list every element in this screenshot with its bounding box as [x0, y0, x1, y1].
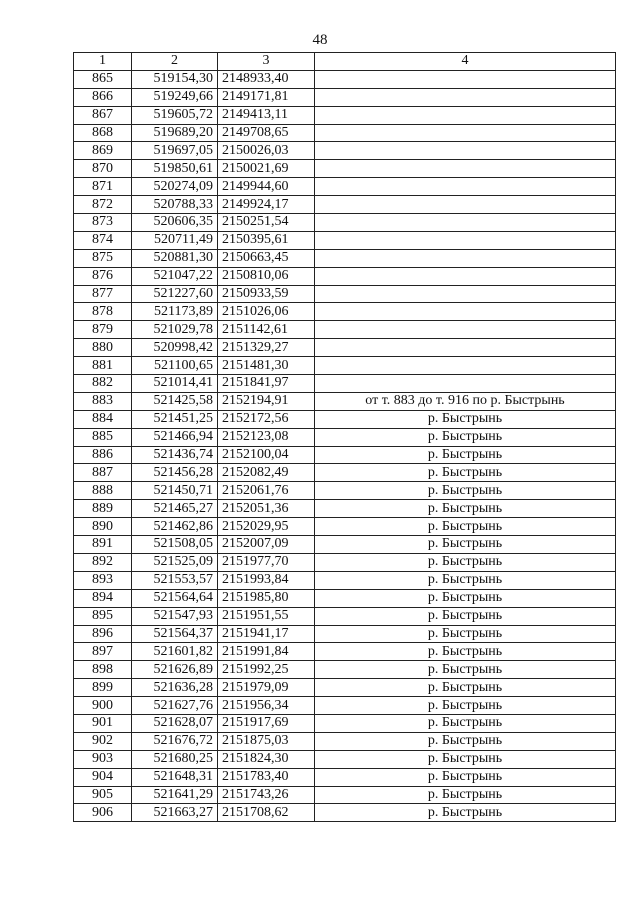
- description-cell: [315, 70, 616, 88]
- description-cell: [315, 88, 616, 106]
- point-number-cell: 887: [74, 464, 132, 482]
- description-cell: р. Быстрынь: [315, 750, 616, 768]
- table-row: [74, 196, 616, 214]
- table-row: [74, 339, 616, 357]
- y-coordinate-cell: 2151992,25: [218, 661, 315, 679]
- point-number-cell: 872: [74, 196, 132, 214]
- description-cell: р. Быстрынь: [315, 732, 616, 750]
- x-coordinate-cell: 521628,07: [132, 714, 218, 732]
- description-cell: [315, 124, 616, 142]
- x-coordinate-cell: 519605,72: [132, 106, 218, 124]
- description-cell: р. Быстрынь: [315, 464, 616, 482]
- y-coordinate-cell: 2148933,40: [218, 70, 315, 88]
- y-coordinate-cell: 2152061,76: [218, 482, 315, 500]
- description-cell: [315, 321, 616, 339]
- table-row: [74, 536, 616, 554]
- table-header-row: [74, 53, 616, 71]
- x-coordinate-cell: 521636,28: [132, 679, 218, 697]
- y-coordinate-cell: 2149924,17: [218, 196, 315, 214]
- x-coordinate-cell: 521680,25: [132, 750, 218, 768]
- point-number-cell: 882: [74, 375, 132, 393]
- table-row: [74, 732, 616, 750]
- y-coordinate-cell: 2151708,62: [218, 804, 315, 822]
- description-cell: [315, 375, 616, 393]
- point-number-cell: 875: [74, 249, 132, 267]
- table-row: [74, 70, 616, 88]
- x-coordinate-cell: 521014,41: [132, 375, 218, 393]
- point-number-cell: 878: [74, 303, 132, 321]
- point-number-cell: 888: [74, 482, 132, 500]
- table-row: [74, 124, 616, 142]
- table-row: [74, 410, 616, 428]
- description-cell: от т. 883 до т. 916 по р. Быстрынь: [315, 392, 616, 410]
- table-row: [74, 88, 616, 106]
- x-coordinate-cell: 521456,28: [132, 464, 218, 482]
- x-coordinate-cell: 521173,89: [132, 303, 218, 321]
- y-coordinate-cell: 2152194,91: [218, 392, 315, 410]
- description-cell: [315, 196, 616, 214]
- point-number-cell: 879: [74, 321, 132, 339]
- y-coordinate-cell: 2152100,04: [218, 446, 315, 464]
- x-coordinate-cell: 521100,65: [132, 357, 218, 375]
- description-cell: [315, 267, 616, 285]
- y-coordinate-cell: 2150395,61: [218, 231, 315, 249]
- y-coordinate-cell: 2152051,36: [218, 500, 315, 518]
- y-coordinate-cell: 2151824,30: [218, 750, 315, 768]
- x-coordinate-cell: 520881,30: [132, 249, 218, 267]
- description-cell: [315, 249, 616, 267]
- point-number-cell: 889: [74, 500, 132, 518]
- y-coordinate-cell: 2150663,45: [218, 249, 315, 267]
- point-number-cell: 896: [74, 625, 132, 643]
- table-row: [74, 428, 616, 446]
- table-row: [74, 625, 616, 643]
- table-row: [74, 214, 616, 232]
- y-coordinate-cell: 2150810,06: [218, 267, 315, 285]
- point-number-cell: 898: [74, 661, 132, 679]
- y-coordinate-cell: 2150933,59: [218, 285, 315, 303]
- x-coordinate-cell: 521465,27: [132, 500, 218, 518]
- point-number-cell: 869: [74, 142, 132, 160]
- point-number-cell: 904: [74, 768, 132, 786]
- point-number-cell: 865: [74, 70, 132, 88]
- x-coordinate-cell: 521508,05: [132, 536, 218, 554]
- x-coordinate-cell: 521450,71: [132, 482, 218, 500]
- table-row: [74, 482, 616, 500]
- x-coordinate-cell: 521627,76: [132, 697, 218, 715]
- point-number-cell: 890: [74, 518, 132, 536]
- table-row: [74, 357, 616, 375]
- point-number-cell: 883: [74, 392, 132, 410]
- point-number-cell: 895: [74, 607, 132, 625]
- x-coordinate-cell: 521227,60: [132, 285, 218, 303]
- point-number-cell: 891: [74, 536, 132, 554]
- table-row: [74, 231, 616, 249]
- table-row: [74, 714, 616, 732]
- x-coordinate-cell: 519697,05: [132, 142, 218, 160]
- point-number-cell: 867: [74, 106, 132, 124]
- table-row: [74, 500, 616, 518]
- description-cell: р. Быстрынь: [315, 661, 616, 679]
- point-number-cell: 870: [74, 160, 132, 178]
- point-number-cell: 871: [74, 178, 132, 196]
- x-coordinate-cell: 521029,78: [132, 321, 218, 339]
- y-coordinate-cell: 2151841,97: [218, 375, 315, 393]
- table-row: [74, 267, 616, 285]
- x-coordinate-cell: 520711,49: [132, 231, 218, 249]
- description-cell: р. Быстрынь: [315, 446, 616, 464]
- table-row: [74, 375, 616, 393]
- table-row: [74, 750, 616, 768]
- point-number-cell: 876: [74, 267, 132, 285]
- y-coordinate-cell: 2150251,54: [218, 214, 315, 232]
- y-coordinate-cell: 2152029,95: [218, 518, 315, 536]
- x-coordinate-cell: 521601,82: [132, 643, 218, 661]
- description-cell: [315, 142, 616, 160]
- table-row: [74, 589, 616, 607]
- description-cell: [315, 339, 616, 357]
- point-number-cell: 873: [74, 214, 132, 232]
- point-number-cell: 868: [74, 124, 132, 142]
- table-row: [74, 446, 616, 464]
- header-cell-4: 4: [315, 53, 616, 71]
- header-cell-2: 2: [132, 53, 218, 71]
- x-coordinate-cell: 521553,57: [132, 571, 218, 589]
- y-coordinate-cell: 2151783,40: [218, 768, 315, 786]
- y-coordinate-cell: 2151977,70: [218, 553, 315, 571]
- point-number-cell: 893: [74, 571, 132, 589]
- y-coordinate-cell: 2151142,61: [218, 321, 315, 339]
- description-cell: р. Быстрынь: [315, 482, 616, 500]
- x-coordinate-cell: 521626,89: [132, 661, 218, 679]
- x-coordinate-cell: 521436,74: [132, 446, 218, 464]
- x-coordinate-cell: 521047,22: [132, 267, 218, 285]
- y-coordinate-cell: 2149708,65: [218, 124, 315, 142]
- y-coordinate-cell: 2151026,06: [218, 303, 315, 321]
- y-coordinate-cell: 2150021,69: [218, 160, 315, 178]
- description-cell: р. Быстрынь: [315, 536, 616, 554]
- y-coordinate-cell: 2151329,27: [218, 339, 315, 357]
- y-coordinate-cell: 2151743,26: [218, 786, 315, 804]
- table-row: [74, 518, 616, 536]
- x-coordinate-cell: 519154,30: [132, 70, 218, 88]
- x-coordinate-cell: 521547,93: [132, 607, 218, 625]
- x-coordinate-cell: 521462,86: [132, 518, 218, 536]
- y-coordinate-cell: 2151991,84: [218, 643, 315, 661]
- y-coordinate-cell: 2151956,34: [218, 697, 315, 715]
- point-number-cell: 903: [74, 750, 132, 768]
- table-body: [74, 53, 616, 822]
- table-row: [74, 160, 616, 178]
- y-coordinate-cell: 2149413,11: [218, 106, 315, 124]
- point-number-cell: 892: [74, 553, 132, 571]
- point-number-cell: 901: [74, 714, 132, 732]
- description-cell: [315, 106, 616, 124]
- description-cell: [315, 214, 616, 232]
- table-row: [74, 249, 616, 267]
- description-cell: [315, 303, 616, 321]
- x-coordinate-cell: 521648,31: [132, 768, 218, 786]
- table-row: [74, 571, 616, 589]
- y-coordinate-cell: 2151951,55: [218, 607, 315, 625]
- point-number-cell: 899: [74, 679, 132, 697]
- description-cell: р. Быстрынь: [315, 714, 616, 732]
- y-coordinate-cell: 2150026,03: [218, 142, 315, 160]
- description-cell: р. Быстрынь: [315, 786, 616, 804]
- x-coordinate-cell: 521451,25: [132, 410, 218, 428]
- description-cell: р. Быстрынь: [315, 804, 616, 822]
- x-coordinate-cell: 520788,33: [132, 196, 218, 214]
- header-cell-1: 1: [74, 53, 132, 71]
- description-cell: р. Быстрынь: [315, 589, 616, 607]
- description-cell: р. Быстрынь: [315, 679, 616, 697]
- x-coordinate-cell: 520274,09: [132, 178, 218, 196]
- x-coordinate-cell: 521425,58: [132, 392, 218, 410]
- point-number-cell: 885: [74, 428, 132, 446]
- table-row: [74, 303, 616, 321]
- table-row: [74, 178, 616, 196]
- table-row: [74, 392, 616, 410]
- header-cell-3: 3: [218, 53, 315, 71]
- point-number-cell: 884: [74, 410, 132, 428]
- description-cell: [315, 178, 616, 196]
- description-cell: [315, 231, 616, 249]
- table-row: [74, 804, 616, 822]
- table-row: [74, 643, 616, 661]
- x-coordinate-cell: 521676,72: [132, 732, 218, 750]
- description-cell: р. Быстрынь: [315, 428, 616, 446]
- point-number-cell: 866: [74, 88, 132, 106]
- y-coordinate-cell: 2152007,09: [218, 536, 315, 554]
- table-row: [74, 661, 616, 679]
- x-coordinate-cell: 520606,35: [132, 214, 218, 232]
- x-coordinate-cell: 521466,94: [132, 428, 218, 446]
- table-row: [74, 679, 616, 697]
- point-number-cell: 897: [74, 643, 132, 661]
- table-row: [74, 768, 616, 786]
- y-coordinate-cell: 2151985,80: [218, 589, 315, 607]
- table-row: [74, 106, 616, 124]
- y-coordinate-cell: 2151941,17: [218, 625, 315, 643]
- x-coordinate-cell: 521525,09: [132, 553, 218, 571]
- x-coordinate-cell: 521564,37: [132, 625, 218, 643]
- x-coordinate-cell: 521641,29: [132, 786, 218, 804]
- table-row: [74, 142, 616, 160]
- point-number-cell: 906: [74, 804, 132, 822]
- x-coordinate-cell: 519850,61: [132, 160, 218, 178]
- description-cell: р. Быстрынь: [315, 571, 616, 589]
- point-number-cell: 902: [74, 732, 132, 750]
- point-number-cell: 886: [74, 446, 132, 464]
- x-coordinate-cell: 521564,64: [132, 589, 218, 607]
- description-cell: р. Быстрынь: [315, 697, 616, 715]
- point-number-cell: 905: [74, 786, 132, 804]
- y-coordinate-cell: 2152082,49: [218, 464, 315, 482]
- y-coordinate-cell: 2151481,30: [218, 357, 315, 375]
- description-cell: р. Быстрынь: [315, 768, 616, 786]
- x-coordinate-cell: 521663,27: [132, 804, 218, 822]
- point-number-cell: 874: [74, 231, 132, 249]
- description-cell: р. Быстрынь: [315, 518, 616, 536]
- coordinates-table: [73, 52, 616, 822]
- table-row: [74, 464, 616, 482]
- point-number-cell: 881: [74, 357, 132, 375]
- description-cell: р. Быстрынь: [315, 607, 616, 625]
- y-coordinate-cell: 2151917,69: [218, 714, 315, 732]
- y-coordinate-cell: 2152123,08: [218, 428, 315, 446]
- table-row: [74, 697, 616, 715]
- page-number: 48: [312, 32, 328, 48]
- description-cell: р. Быстрынь: [315, 553, 616, 571]
- y-coordinate-cell: 2149944,60: [218, 178, 315, 196]
- point-number-cell: 894: [74, 589, 132, 607]
- point-number-cell: 877: [74, 285, 132, 303]
- y-coordinate-cell: 2151993,84: [218, 571, 315, 589]
- x-coordinate-cell: 519689,20: [132, 124, 218, 142]
- description-cell: [315, 285, 616, 303]
- description-cell: [315, 160, 616, 178]
- table-row: [74, 321, 616, 339]
- x-coordinate-cell: 519249,66: [132, 88, 218, 106]
- x-coordinate-cell: 520998,42: [132, 339, 218, 357]
- point-number-cell: 900: [74, 697, 132, 715]
- description-cell: р. Быстрынь: [315, 625, 616, 643]
- table-row: [74, 786, 616, 804]
- table-row: [74, 285, 616, 303]
- point-number-cell: 880: [74, 339, 132, 357]
- table-row: [74, 553, 616, 571]
- y-coordinate-cell: 2152172,56: [218, 410, 315, 428]
- y-coordinate-cell: 2149171,81: [218, 88, 315, 106]
- description-cell: р. Быстрынь: [315, 643, 616, 661]
- description-cell: [315, 357, 616, 375]
- y-coordinate-cell: 2151875,03: [218, 732, 315, 750]
- description-cell: р. Быстрынь: [315, 410, 616, 428]
- description-cell: р. Быстрынь: [315, 500, 616, 518]
- table-row: [74, 607, 616, 625]
- y-coordinate-cell: 2151979,09: [218, 679, 315, 697]
